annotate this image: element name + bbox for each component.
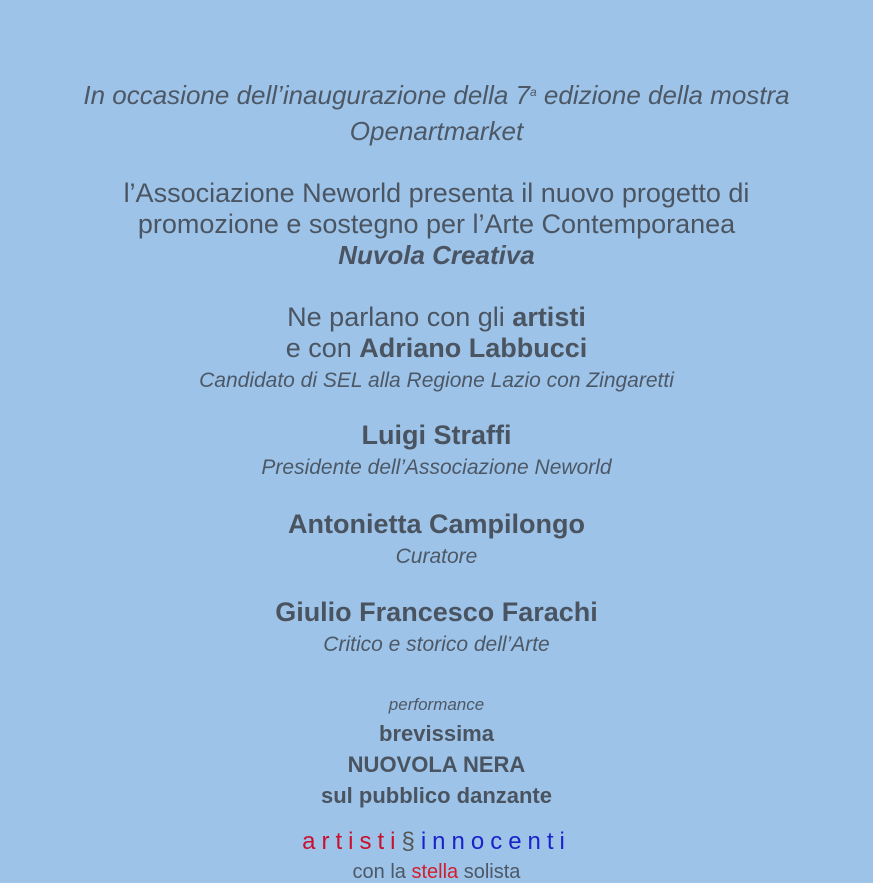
performance-label: performance: [388, 695, 485, 714]
performance-line-3: sul pubblico danzante: [320, 783, 552, 808]
brand-separator: §: [401, 828, 421, 855]
speaker-role: Presidente dell’Associazione Neworld: [261, 456, 612, 479]
association-line-1: l’Associazione Neworld presenta il nuovo progetto di: [123, 178, 750, 208]
speaker-role: Critico e storico dell’Arte: [323, 633, 550, 656]
speaker-role: Curatore: [395, 545, 478, 568]
intro-line-1-before: In occasione dell’inaugurazione della 7: [83, 80, 531, 110]
speaker-name: Luigi Straffi: [361, 420, 512, 450]
speaker-name: Giulio Francesco Farachi: [275, 597, 598, 627]
closing-highlight: stella: [411, 861, 459, 883]
intro-line-2: Openartmarket: [349, 116, 524, 146]
performance-line-1: brevissima: [379, 721, 494, 746]
project-name: Nuvola Creativa: [338, 240, 535, 270]
association-line-2: promozione e sostegno per l’Arte Contemporanea: [137, 209, 736, 239]
brand-part-1: artisti: [302, 828, 402, 855]
closing-prefix: con la: [352, 861, 412, 883]
speaker-name: Antonietta Campilongo: [288, 509, 585, 539]
intro-line-1-after: edizione della mostra: [536, 80, 790, 110]
performance-line-2: NUOVOLA NERA: [347, 752, 526, 777]
brand-name: [0, 830, 873, 854]
closing-suffix: solista: [458, 861, 521, 883]
speakers-intro-bold-1: artisti: [512, 302, 586, 332]
ordinal-superscript: a: [530, 85, 537, 99]
brand-part-2: innocenti: [420, 828, 571, 855]
speakers-intro-line-3: Candidato di SEL alla Regione Lazio con Zingaretti: [199, 369, 674, 392]
speakers-intro-prefix-1: Ne parlano con gli: [287, 302, 513, 332]
intro-line-1: [0, 82, 873, 108]
speakers-intro-line-1: [0, 304, 873, 331]
closing-line: [0, 862, 873, 882]
speakers-intro-line-2: [0, 335, 873, 362]
speakers-intro-prefix-2: e con: [285, 333, 360, 363]
speakers-intro-bold-2: Adriano Labbucci: [359, 333, 588, 363]
